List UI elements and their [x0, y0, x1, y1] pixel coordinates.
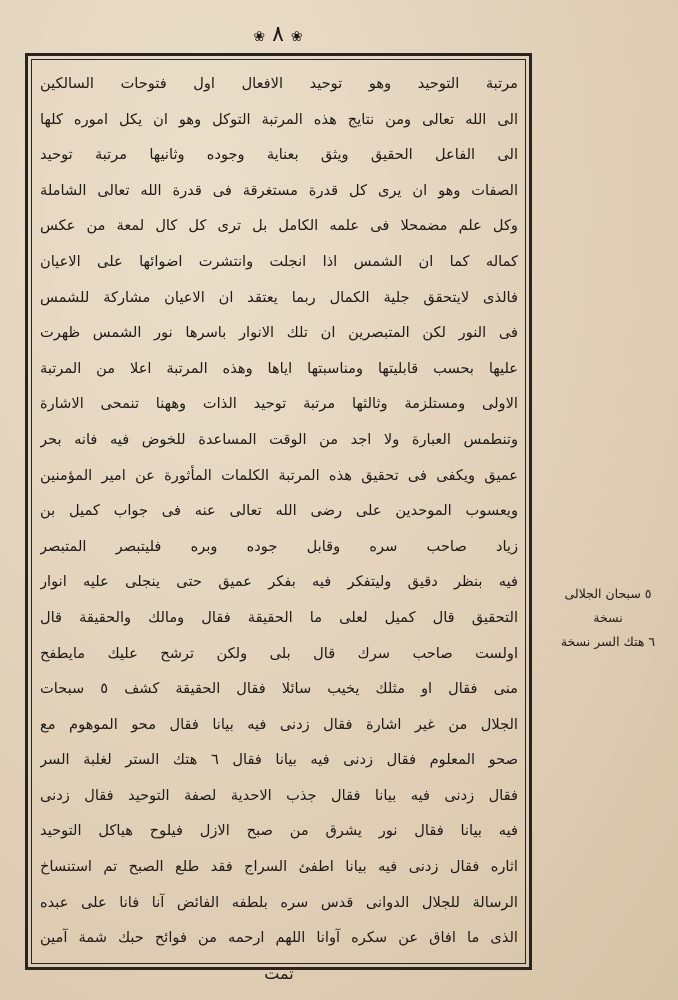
text-line: الى الله تعالى ومن نتايج هذه المرتبة التوكل وهو ان يكل اموره كلها: [40, 110, 518, 128]
text-line: كماله كما ان الشمس اذا انجلت وانتشرت اضوائها على الاعيان: [40, 252, 518, 270]
text-line: الصفات وهو ان يرى كل قدرة مستغرقة فى قدرة الله تعالى الشاملة: [40, 181, 518, 199]
text-line: زياد صاحب سره وقابل جوده وبره فليتبصر المتبصر: [40, 537, 518, 555]
text-line: فالذى لايتحقق جلية الكمال ربما يعتقد ان الاعيان مشاركة للشمس: [40, 288, 518, 306]
ornament-right-icon: ❀: [290, 29, 303, 45]
ornament-left-icon: ❀: [253, 29, 266, 45]
text-line: منى فقال او مثلك يخيب سائلا فقال الحقيقة كشف ٥ سبحات: [40, 680, 518, 698]
margin-note: نسخة: [593, 610, 623, 625]
text-line: وكل علم مضمحلا فى علمه الكامل بل ترى كل كال لمعة من عكس: [40, 217, 518, 235]
text-line: فيه بنظر دقيق وليتفكر فيه بفكر عميق حتى ينجلى عليه انوار: [40, 573, 518, 591]
text-line: الرسالة للجلال الدوانى قدس سره بلطفه الفائض آنا فانا على عبده: [40, 893, 518, 911]
margin-note: ٦ هتك السر نسخة: [560, 634, 656, 649]
text-line: فيه بيانا فقال نور يشرق من صبح الازل فيلوح هياكل التوحيد: [40, 822, 518, 840]
text-line: التحقيق قال كميل لعلى ما الحقيقة فقال ومالك والحقيقة قال: [40, 608, 518, 626]
text-line: عميق ويكفى فى تحقيق هذه المرتبة الكلمات المأثورة عن امير المؤمنين: [40, 466, 518, 484]
text-line: اثاره فقال زدنى فيه بيانا اطفئ السراج فقد طلع الصبح تم استنساخ: [40, 858, 518, 876]
text-line: مرتبة التوحيد وهو توحيد الافعال اول فتوحات السالكين: [40, 75, 518, 92]
main-text-block: [40, 66, 518, 991]
text-line: ويعسوب الموحدين على رضى الله تعالى عنه فى جواب كميل بن: [40, 502, 518, 520]
text-line: فقال زدنى فيه بيانا فقال جذب الاحدية لصفة التوحيد فقال زدنى: [40, 786, 518, 804]
text-line: الجلال من غير اشارة فقال زدنى فيه بيانا فقال محو الموهوم مع: [40, 715, 518, 733]
end-word: تمت: [264, 963, 294, 983]
text-line: الذى ما افاق عن سكره آوانا اللهم ارحمه من فوائح حبك شمة آمين: [40, 929, 518, 947]
text-line: الاولى ومستلزمة وثالثها مرتبة توحيد الذات وههنا تنمحى الاشارة: [40, 395, 518, 413]
page-number-value: ٨: [272, 22, 284, 47]
text-line: صحو المعلوم فقال زدنى فيه بيانا فقال ٦ هتك الستر لغلبة السر: [40, 751, 518, 769]
text-line: اولست صاحب سرك قال بلى ولكن ترشح عليك مايطفح: [40, 644, 518, 662]
page-number: [248, 22, 308, 48]
text-line: الى الفاعل الحقيق ويثق بعناية وجوده وثانيها مرتبة توحيد: [40, 146, 518, 164]
margin-note: ٥ سبحان الجلالى: [564, 586, 652, 601]
margin-notes: [544, 582, 672, 654]
text-line: وتنطمس العبارة ولا اجد من الوقت المساعدة للخوض فيه فانه بحر: [40, 430, 518, 448]
text-line: فى النور لكن المتبصرين ان تلك الانوار باسرها نور الشمس ظهرت: [40, 324, 518, 342]
text-line: عليها بحسب قابليتها ومناسبتها اياها وهذه المرتبة اعلا من المرتبة: [40, 359, 518, 377]
